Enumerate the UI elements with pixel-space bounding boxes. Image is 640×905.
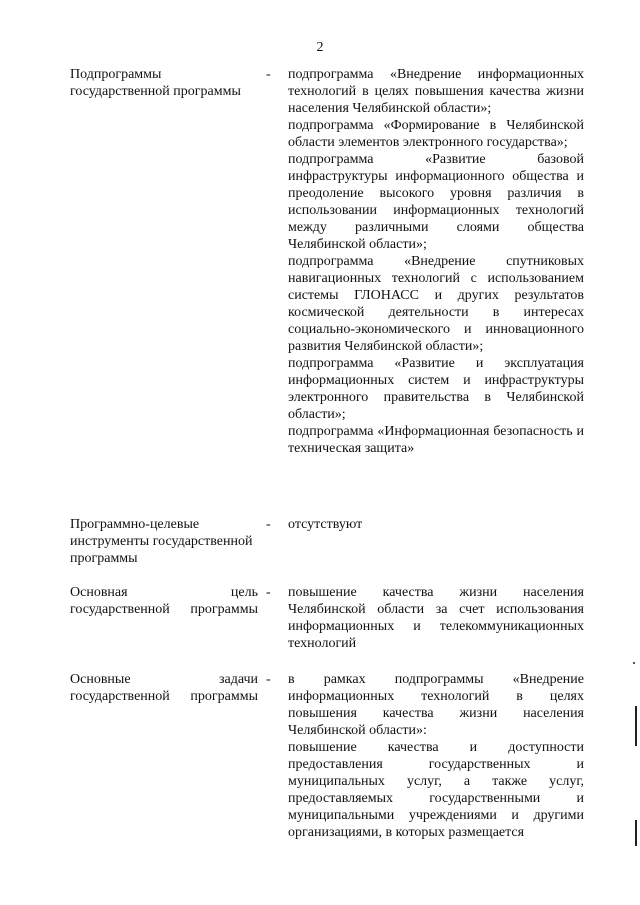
- subprogram-item: подпрограмма «Формирование в Челябинской области элементов электронного государства»;: [288, 118, 584, 150]
- instruments-value: отсутствуют: [288, 517, 363, 532]
- scan-dot: [633, 662, 635, 664]
- instruments-label: Программно-целевые инструменты государственной программы: [70, 517, 253, 566]
- main-goal-value: повышение качества жизни населения Челябинской области за счет использования информационных и телекоммуникационных технологий: [288, 585, 584, 651]
- main-goal-content: [288, 584, 584, 652]
- subprogram-item: подпрограмма «Развитие и эксплуатация информационных систем и инфраструктуры электронного правительства в Челябинской области»;: [288, 356, 584, 422]
- main-goal-dash: -: [266, 585, 271, 600]
- instruments-dash: -: [266, 517, 271, 532]
- subprogram-item: подпрограмма «Внедрение спутниковых навигационных технологий с использованием системы ГЛОНАСС и других результатов космической деятельности в интересах социально-экономического и инновационного развития Челябинской области»;: [288, 254, 584, 354]
- main-tasks-item: повышение качества и доступности предоставления государственных и муниципальных услуг, а также услуг, предоставляемых государственными и муниципальными учреждениями и другими организациями, в которых размещается: [288, 740, 584, 840]
- subprograms-label: Подпрограммы государственной программы: [70, 67, 241, 99]
- page-number: 2: [316, 40, 324, 55]
- subprograms-content: [288, 66, 584, 457]
- instruments-content: [288, 516, 584, 533]
- subprogram-item: подпрограмма «Развитие базовой инфраструктуры информационного общества и преодоление высокого уровня различия в использовании информационных технологий между различными слоями общества Челябинской области»;: [288, 152, 584, 252]
- main-tasks-content: [288, 671, 584, 841]
- scan-edge-mark: [635, 706, 637, 746]
- main-tasks-label: Основные задачи государственной программы: [70, 672, 258, 704]
- subprograms-dash: -: [266, 67, 271, 82]
- main-tasks-item: в рамках подпрограммы «Внедрение информационных технологий в целях повышения качества жизни населения Челябинской области»:: [288, 672, 584, 738]
- subprogram-item: подпрограмма «Внедрение информационных технологий в целях повышения качества жизни населения Челябинской области»;: [288, 67, 584, 116]
- main-tasks-dash: -: [266, 672, 271, 687]
- main-goal-label: Основная цель государственной программы: [70, 585, 258, 617]
- subprogram-item: подпрограмма «Информационная безопасность и техническая защита»: [288, 424, 584, 456]
- scan-edge-mark: [635, 820, 637, 846]
